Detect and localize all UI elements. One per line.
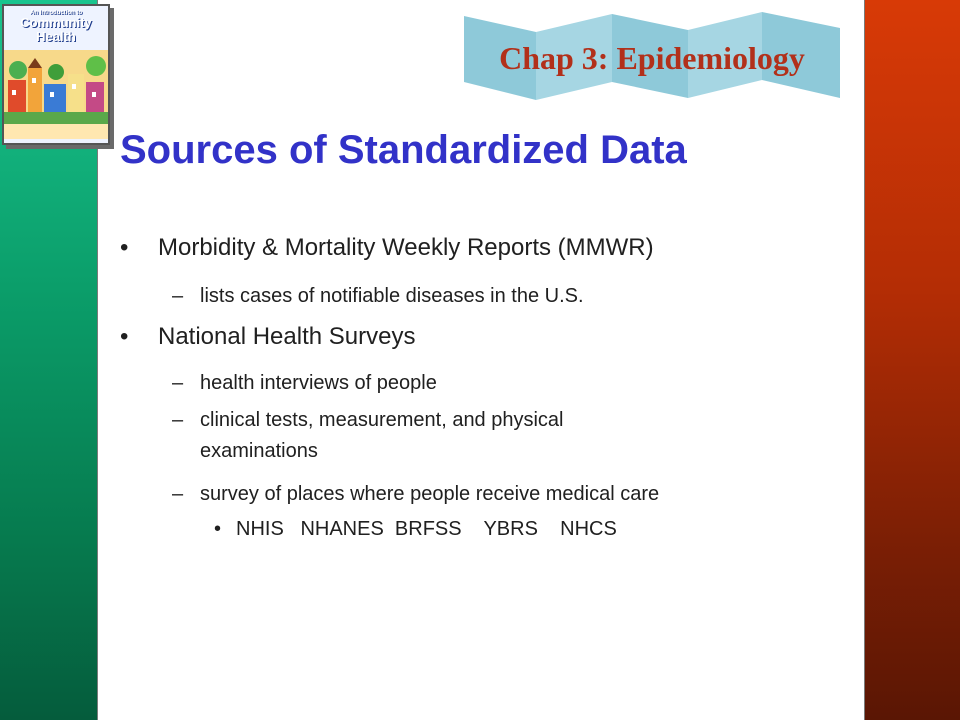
book-cover-footer <box>4 124 108 139</box>
sub-bullet-2-1-text: health interviews of people <box>200 372 437 394</box>
book-cover-line1: An Introduction to <box>30 10 82 16</box>
slide-title: Sources of Standardized Data <box>120 128 687 172</box>
sub-bullet-2-2-continuation: examinations <box>200 440 318 462</box>
bullet-marker: • <box>214 518 222 540</box>
dash-marker: – <box>172 372 184 394</box>
bullet-2-text: National Health Surveys <box>158 323 416 350</box>
bullet-2 <box>120 323 415 351</box>
dash-marker: – <box>172 409 184 431</box>
sub-bullet-2-1 <box>172 372 437 395</box>
book-cover-image <box>2 4 110 145</box>
chapter-label: Chap 3: Epidemiology <box>499 40 805 76</box>
sub-bullet-2-3 <box>172 483 659 506</box>
dash-marker: – <box>172 483 184 505</box>
book-cover-title <box>4 10 108 44</box>
sub-bullet-1-1-text: lists cases of notifiable diseases in the U.S. <box>200 285 584 307</box>
survey-acronyms: NHIS NHANES BRFSS YBRS NHCS <box>236 518 617 540</box>
dash-marker: – <box>172 285 184 307</box>
book-cover-illustration <box>4 50 108 124</box>
sub-bullet-2-3-text: survey of places where people receive medical care <box>200 483 660 505</box>
sub-bullet-1-1 <box>172 285 584 308</box>
sub-bullet-2-2-text: clinical tests, measurement, and physical <box>200 409 564 431</box>
bullet-marker: • <box>120 234 129 261</box>
bullet-1-text: Morbidity & Mortality Weekly Reports (MMWR) <box>158 234 654 261</box>
bullet-marker: • <box>120 323 129 350</box>
right-color-band <box>864 0 960 720</box>
sub-bullet-2-2 <box>172 409 564 432</box>
third-level-bullet <box>214 518 617 541</box>
book-cover-line2: Community <box>20 15 92 31</box>
bullet-1 <box>120 234 654 262</box>
book-cover-line3: Health <box>36 28 76 44</box>
